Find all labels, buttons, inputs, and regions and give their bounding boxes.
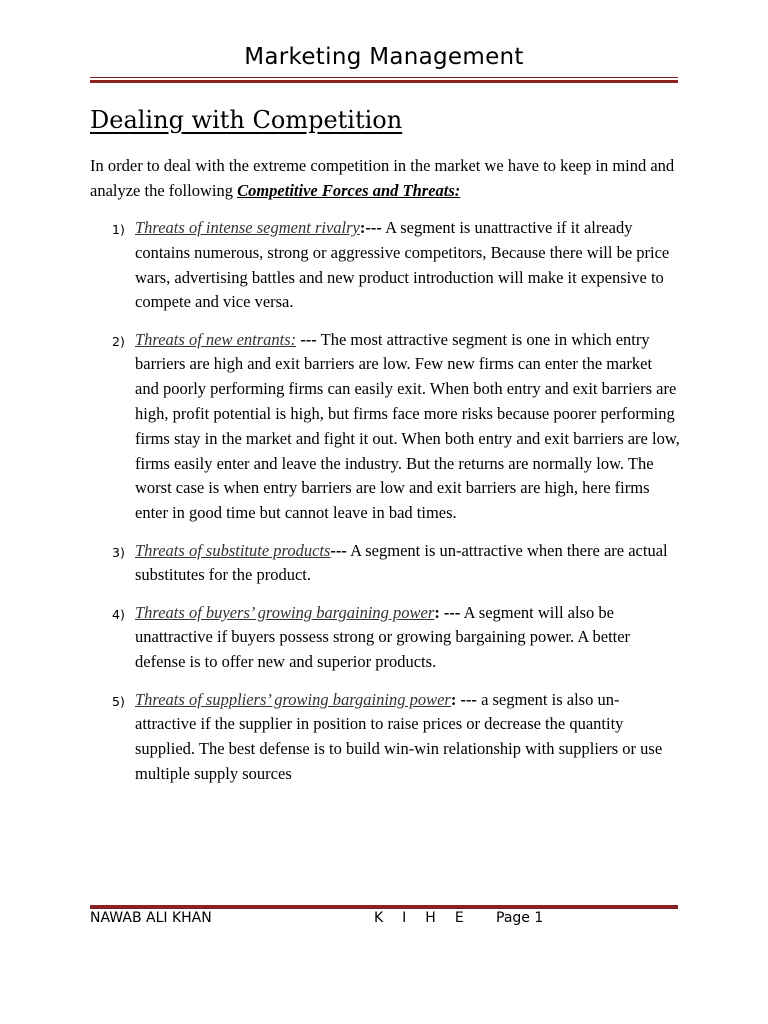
intro-paragraph: [90, 154, 680, 203]
item-lead: Threats of suppliers’ growing bargaining power: [135, 689, 451, 709]
item-body: The most attractive segment is one in which entry barriers are high and exit barriers are low. Few new firms can enter the market and poorly performing firms can easily exit. When both entry and exit barriers are high, profit potential is high, but firms face more risks because poorer performing firms stay in the market and fight it out. When both entry and exit barriers are low, firms easily enter and leave the industry. But the returns are normally low. The worst case is when entry barriers are low and exit barriers are high, here firms enter in good time but cannot leave in bad times.: [135, 329, 680, 523]
list-item: [90, 539, 680, 589]
section-title: Dealing with Competition: [90, 106, 403, 134]
item-lead: Threats of intense segment rivalry: [135, 218, 360, 237]
item-lead: Threats of substitute products: [135, 540, 331, 560]
item-body: A segment is un-attractive when there are actual substitutes for the product.: [135, 540, 668, 585]
item-separator: :---: [359, 218, 382, 237]
item-separator: : ---: [434, 602, 461, 622]
header-divider: [90, 77, 678, 83]
threats-list: [90, 216, 680, 799]
item-separator: : ---: [450, 689, 477, 709]
list-item: [90, 688, 680, 787]
intro-text: In order to deal with the extreme competition in the market we have to keep in mind and analyze the following: [90, 156, 675, 200]
footer-author: NAWAB ALI KHAN: [90, 910, 212, 926]
list-item: [90, 216, 680, 315]
item-lead: Threats of new entrants:: [135, 329, 297, 349]
item-separator: ---: [296, 329, 317, 349]
page-header-title: Marketing Management: [244, 44, 524, 70]
footer-page-number: Page 1: [496, 910, 544, 926]
intro-emphasis: Competitive Forces and Threats:: [237, 180, 461, 200]
item-separator: ---: [330, 540, 347, 560]
item-number: 5): [112, 693, 125, 709]
list-item: [90, 601, 680, 675]
item-lead: Threats of buyers’ growing bargaining power: [135, 602, 435, 622]
item-body: A segment will also be unattractive if buyers possess strong or growing bargaining power. A better defense is to offer new and superior products.: [135, 602, 631, 672]
item-body: a segment is also un-attractive if the supplier in position to raise prices or decrease the quantity supplied. The best defense is to build win-win relationship with suppliers or use multiple supply sources: [135, 689, 663, 783]
item-body: A segment is unattractive if it already contains numerous, strong or aggressive competitors, Because there will be price wars, advertising battles and new product introduction will make it expensive to compete and vice versa.: [135, 218, 670, 312]
list-item: [90, 328, 680, 526]
footer-org: KIHE: [374, 910, 483, 926]
item-number: 1): [112, 222, 125, 237]
item-number: 2): [112, 333, 125, 349]
item-number: 4): [112, 606, 125, 622]
footer-divider: [90, 903, 678, 909]
item-number: 3): [112, 544, 125, 560]
